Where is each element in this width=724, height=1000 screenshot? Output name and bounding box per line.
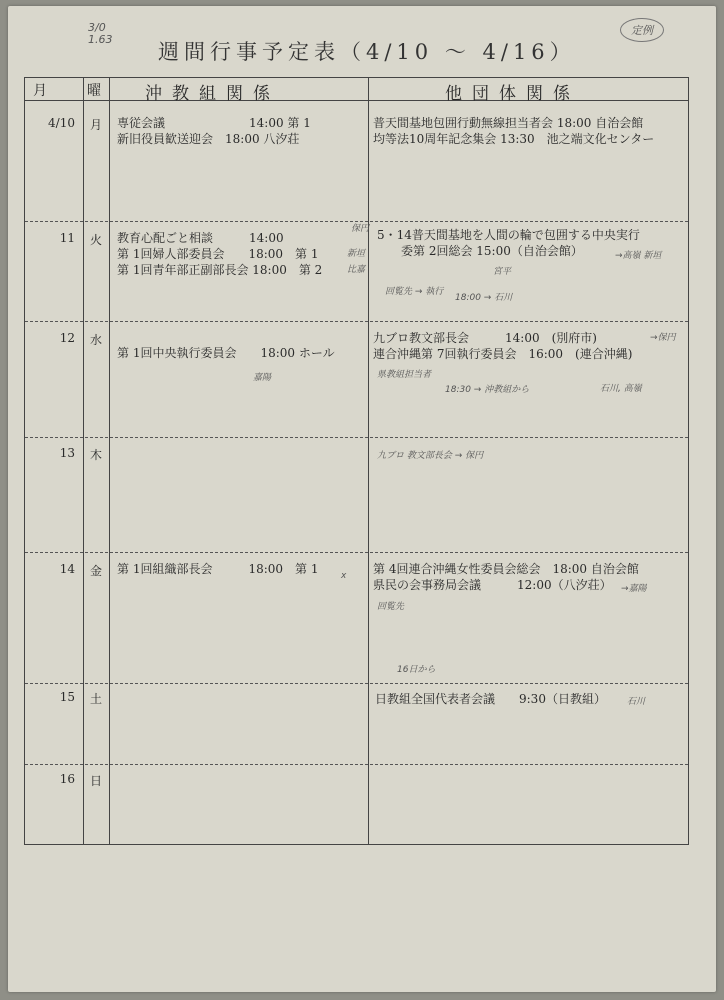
other-event: 普天間基地包囲行動無線担当者会 18:00 自治会館 — [373, 116, 644, 130]
handwritten-note: 石川, 高嶺 — [600, 384, 642, 394]
handwritten-corner-line-1: 3/0 — [88, 21, 106, 34]
handwritten-corner-line-2: 1.63 — [88, 33, 113, 46]
row-divider — [25, 437, 688, 438]
union-event: 教育心配ごと相談 14:00 — [117, 231, 284, 245]
handwritten-note: 18:00 → 石川 — [455, 293, 513, 303]
other-event: 均等法10周年記念集会 13:30 池之端文化センター — [373, 132, 655, 146]
row-divider — [25, 321, 688, 322]
other-event: 5・14普天間基地を人間の輪で包囲する中央実行 — [377, 228, 640, 242]
union-event: 第 1回中央執行委員会 18:00 ホール — [117, 346, 335, 360]
row-date: 13 — [59, 446, 75, 460]
header-month: 月 — [33, 83, 47, 99]
handwritten-note: 宮平 — [493, 267, 512, 277]
union-event: 第 1回婦人部委員会 18:00 第 1 — [117, 247, 319, 261]
row-date: 16 — [59, 772, 75, 786]
handwritten-note: x — [341, 571, 347, 581]
header-union: 沖教組関係 — [145, 84, 280, 104]
handwritten-corner-note — [88, 22, 113, 46]
row-dow: 土 — [89, 692, 102, 706]
header-divider — [25, 100, 688, 101]
handwritten-note: →嘉陽 — [621, 584, 647, 594]
row-dow: 火 — [89, 233, 102, 247]
row-date: 12 — [59, 331, 75, 345]
handwritten-note: 石川 — [627, 697, 646, 707]
row-divider — [25, 764, 688, 765]
row-divider — [25, 552, 688, 553]
handwritten-note: →高嶺 新垣 — [615, 251, 662, 261]
row-divider — [25, 683, 688, 684]
column-divider — [83, 78, 84, 844]
row-date: 15 — [59, 690, 75, 704]
schedule-table — [24, 77, 689, 845]
union-event: 専従会議 14:00 第 1 — [117, 116, 311, 130]
header-others: 他団体関係 — [445, 84, 580, 104]
row-date: 4/10 — [48, 116, 75, 130]
handwritten-note: 嘉陽 — [253, 373, 272, 383]
page-title: 週間行事予定表（4/10 ～ 4/16） — [158, 40, 576, 64]
handwritten-note: 比嘉 — [347, 265, 366, 275]
handwritten-stamp: 定例 — [620, 18, 664, 42]
other-event: 第 4回連合沖縄女性委員会総会 18:00 自治会館 — [373, 562, 639, 576]
other-event: 日教組全国代表者会議 9:30（日教組） — [375, 692, 606, 706]
row-date: 14 — [59, 562, 75, 576]
other-event: 連合沖縄第 7回執行委員会 16:00 (連合沖縄) — [373, 347, 633, 361]
row-date: 11 — [59, 231, 75, 245]
handwritten-note: 保円 — [351, 224, 370, 234]
union-event: 新旧役員歓送迎会 18:00 八汐荘 — [117, 132, 300, 146]
other-event: 委第 2回総会 15:00（自治会館） — [377, 244, 583, 258]
union-event: 第 1回組織部長会 18:00 第 1 — [117, 562, 319, 576]
handwritten-note: 18:30 → 沖教組から — [445, 385, 530, 395]
column-divider — [109, 78, 110, 844]
column-divider — [368, 78, 369, 844]
header-dow: 曜 — [87, 83, 101, 99]
other-event: 県民の会事務局会議 12:00（八汐荘） — [373, 578, 612, 592]
row-dow: 金 — [89, 564, 102, 578]
handwritten-note: 県教組担当者 — [377, 370, 432, 380]
handwritten-note: 回覧先 → 執行 — [385, 287, 444, 297]
union-event: 第 1回青年部正副部長会 18:00 第 2 — [117, 263, 323, 277]
row-dow: 水 — [89, 333, 102, 347]
handwritten-note: →保円 — [650, 333, 676, 343]
handwritten-note: 新垣 — [347, 249, 366, 259]
row-dow: 月 — [89, 118, 102, 132]
handwritten-note: 九ブロ 教文部長会 → 保円 — [377, 451, 484, 461]
other-event: 九ブロ教文部長会 14:00 (別府市) — [373, 331, 597, 345]
row-dow: 日 — [89, 774, 102, 788]
handwritten-note: 回覧先 — [377, 602, 405, 612]
row-dow: 木 — [89, 448, 102, 462]
handwritten-note: 16日から — [397, 665, 436, 675]
